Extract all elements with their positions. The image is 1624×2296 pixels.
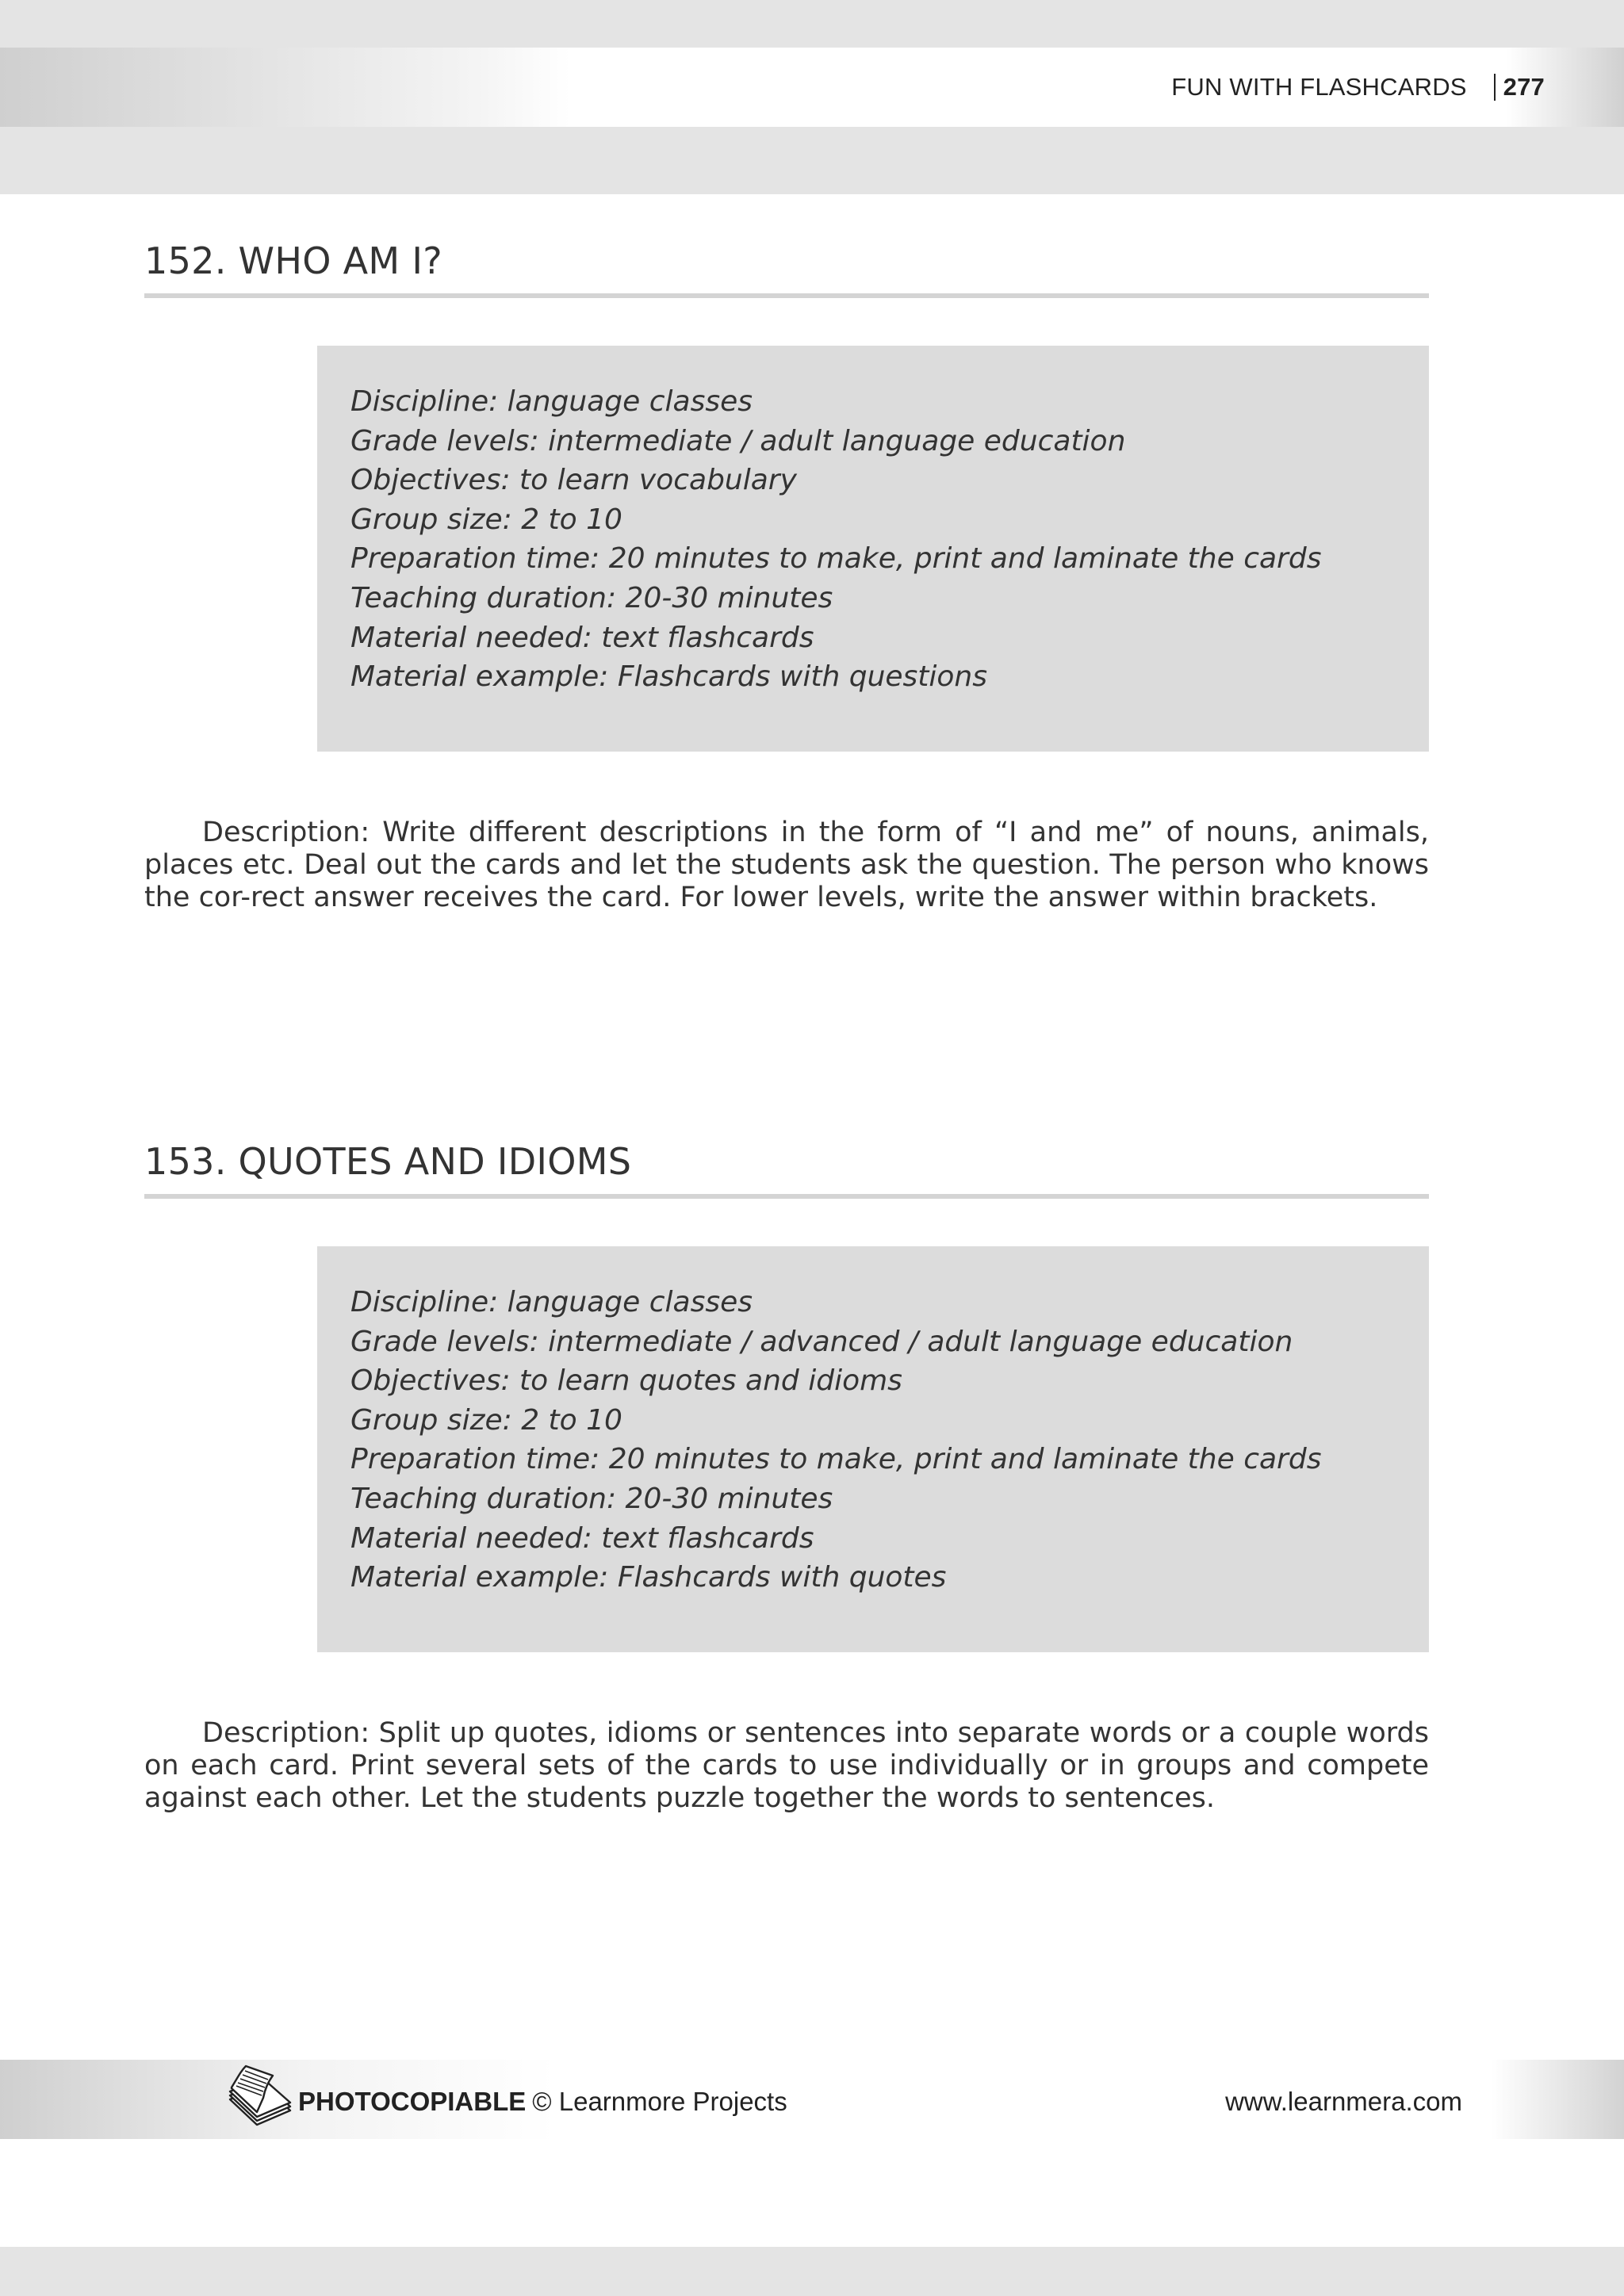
activity-details-box-152 <box>317 346 1429 752</box>
detail-teaching-duration: Teaching duration: 20-30 minutes <box>350 581 833 614</box>
copyright-text: © Learnmore Projects <box>532 2087 787 2116</box>
detail-preparation-time: Preparation time: 20 minutes to make, print and laminate the cards <box>350 1443 1322 1476</box>
photocopiable-label: PHOTOCOPIABLE <box>298 2087 527 2116</box>
detail-grade-levels: Grade levels: intermediate / advanced / adult language education <box>350 1325 1293 1358</box>
description-152: Description: Write different descriptions in the form of “I and me” of nouns, animals, places etc. Deal out the cards and let the students ask the question. The person who knows the cor-rect answer receives the card. For lower levels, write the answer within brackets. <box>144 817 1429 913</box>
header-separator <box>1494 74 1496 101</box>
bottom-bar <box>0 2247 1624 2296</box>
running-title: FUN WITH FLASHCARDS <box>1171 73 1467 101</box>
detail-material-needed: Material needed: text flashcards <box>350 1521 814 1555</box>
detail-grade-levels: Grade levels: intermediate / adult language education <box>350 424 1126 457</box>
photocopiable-notice <box>298 2082 787 2122</box>
section-rule-153 <box>144 1194 1429 1199</box>
section-rule-152 <box>144 293 1429 298</box>
detail-material-example: Material example: Flashcards with questions <box>350 660 988 694</box>
detail-material-needed: Material needed: text flashcards <box>350 621 814 654</box>
running-header <box>1171 48 1545 127</box>
detail-discipline: Discipline: language classes <box>350 385 753 418</box>
detail-material-example: Material example: Flashcards with quotes <box>350 1561 947 1594</box>
photocopy-pages-icon <box>224 2061 297 2131</box>
detail-preparation-time: Preparation time: 20 minutes to make, print and laminate the cards <box>350 542 1322 576</box>
website-text: www.learnmera.com <box>1225 2087 1462 2116</box>
detail-objectives: Objectives: to learn vocabulary <box>350 464 797 497</box>
section-title-152: 152. WHO AM I? <box>144 239 442 282</box>
activity-details-box-153 <box>317 1246 1429 1652</box>
detail-teaching-duration: Teaching duration: 20-30 minutes <box>350 1482 833 1515</box>
section-title-153: 153. QUOTES AND IDIOMS <box>144 1140 632 1183</box>
description-153: Description: Split up quotes, idioms or sentences into separate words or a couple words on each card. Print several sets of the cards to use individually or in groups and compete against each other. Let the students puzzle together the words to sentences. <box>144 1717 1429 1814</box>
detail-group-size: Group size: 2 to 10 <box>350 503 622 536</box>
detail-discipline: Discipline: language classes <box>350 1286 753 1318</box>
detail-group-size: Group size: 2 to 10 <box>350 1403 622 1437</box>
page-number: 277 <box>1503 73 1545 101</box>
detail-objectives: Objectives: to learn quotes and idioms <box>350 1364 902 1398</box>
